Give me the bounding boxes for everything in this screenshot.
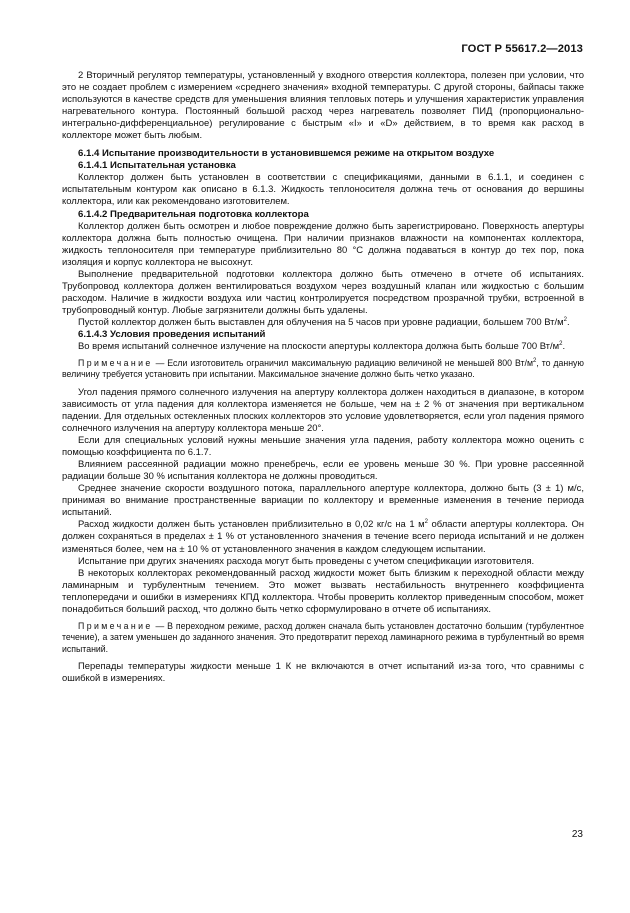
paragraph: Влиянием рассеянной радиации можно пренебречь, если ее уровень меньше 30 %. При уровне рассеянной радиации больше 30 % испытания коллектора не должны проводиться. [62,459,584,483]
page-body [62,70,584,685]
note [62,358,584,381]
text-run: , то данную величину требуется установить при испытании. Максимальное значение должно быть четко указано. [62,358,584,380]
text-run: . [562,341,566,353]
text-run: — Если изготовитель ограничил максимальную радиацию величиной не меньшей 800 Вт/м [152,358,533,369]
paragraph: Угол падения прямого солнечного излучения на апертуру коллектора должен находиться в диапазоне, в котором зависимость от угла падения для коллектора изменяется не больше, чем на ± 2 % от значения при вертикальном падении. Для отдельных остекленных плоских коллекторов это условие удовлетворяется, если угол падения прямого солнечного излучения на апертуру коллектора меньше 20°. [62,386,584,435]
text-run: области апертуры коллектора. Он должен сохраняться в пределах ± 1 % от установленного значения в течение всего периода испытаний и не должен изменяться более, чем на ± 10 % от установленного значения в каждом следующем испытании. [62,519,584,555]
subsection-heading: 6.1.4.2 Предварительная подготовка коллектора [78,208,309,220]
paragraph: Коллектор должен быть установлен в соответствии с спецификациями, данными в 6.1.1, и соединен с испытательным контуром как описано в 6.1.3. Жидкость теплоносителя должна течь от основания до вершины коллектора, или как рекомендовано изготовителем. [62,172,584,208]
paragraph: Если для специальных условий нужны меньшие значения угла падения, работу коллектора можно оценить с помощью коэффициента по 6.1.7. [62,435,584,459]
note [62,621,584,655]
document-code: ГОСТ Р 55617.2—2013 [461,43,583,55]
text-run: Во время испытаний солнечное излучение на плоскости апертуры коллектора должна быть больше 700 Вт/м [78,341,560,353]
superscript: 2 [559,340,563,347]
text-run: Расход жидкости должен быть установлен приблизительно в 0,02 кг/с на 1 м [78,519,425,531]
text-run: — В переходном режиме, расход должен сначала быть установлен достаточно большим (турбулентное течение), а затем уменьшен до заданного значения. Это предотвратит переход ламинарного режима в турбулентный во время испытаний. [62,620,584,654]
subsection-heading: 6.1.4.3 Условия проведения испытаний [78,328,266,340]
page-number: 23 [571,829,583,840]
superscript: 2 [424,519,428,526]
paragraph [62,341,584,353]
paragraph: 2 Вторичный регулятор температуры, установленный у входного отверстия коллектора, полезен при условии, что это не создает проблем с измерением «среднего значения» входной температуры. С другой стороны, байпасы также используются в качестве средств для уменьшения влияния тепловых потерь и улучшения характеристик управления нагревательного контура. Постоянный большой расход через нагреватель позволяет ПИД (пропорционально-интегрально-дифференциальное) регулирование с быстрым «I» и «D» действием, в то время как расход в коллекторе может быть любым. [62,70,584,142]
paragraph: Среднее значение скорости воздушного потока, параллельного апертуре коллектора, должно быть (3 ± 1) м/с, принимая во внимание пространственные вариации по коллектору и временные изменения в течение периода испытаний. [62,483,584,519]
paragraph: Выполнение предварительной подготовки коллектора должно быть отмечено в отчете об испытаниях. Трубопровод коллектора должен вентилироваться воздухом через воздушный клапан или жидкостью с большим расходом. Наличие в жидкости воздуха или частиц контролируется посредством прозрачной трубки, встроенной в трубопроводный контур. Любые загрязнители должны быть удалены. [62,268,584,316]
text-run: Пустой коллектор должен быть выставлен для облучения на 5 часов при уровне радиации, большем 700 Вт/м [78,316,564,328]
note-label: Примечание [78,620,153,631]
subsection-heading: 6.1.4.1 Испытательная установка [78,160,236,172]
paragraph: Испытание при других значениях расхода могут быть проведены с учетом спецификации изготовителя. [78,555,535,567]
paragraph: В некоторых коллекторах рекомендованный расход жидкости может быть близким к переходной области между ламинарным и турбулентным течением. Это может вызвать нестабильность внутреннего коэффициента теплопередачи и ошибки в измерениях КПД коллектора. Чтобы проверить коллектор приведенным способом, может понадобиться больший расход, что должно быть четко сформулировано в отчете об испытаниях. [62,567,584,615]
superscript: 2 [532,358,537,365]
note-label: Примечание [78,358,153,369]
text-run: . [566,316,570,328]
section-heading: 6.1.4 Испытание производительности в установившемся режиме на открытом воздухе [78,148,495,160]
paragraph [62,519,584,555]
paragraph: Коллектор должен быть осмотрен и любое повреждение должно быть зарегистрировано. Поверхность апертуры коллектора должна быть полностью очищена. При наличии признаков влажности на компонентах коллектора, жидкость теплоносителя при температуре приблизительно 80 °С должна подаваться в контур до тех пор, пока изоляция и корпус коллектора не высохнут. [62,220,584,268]
paragraph: Перепады температуры жидкости меньше 1 К не включаются в отчет испытаний из-за того, что сравнимы с ошибкой в измерениях. [62,661,584,685]
paragraph [62,317,584,329]
superscript: 2 [563,316,567,323]
